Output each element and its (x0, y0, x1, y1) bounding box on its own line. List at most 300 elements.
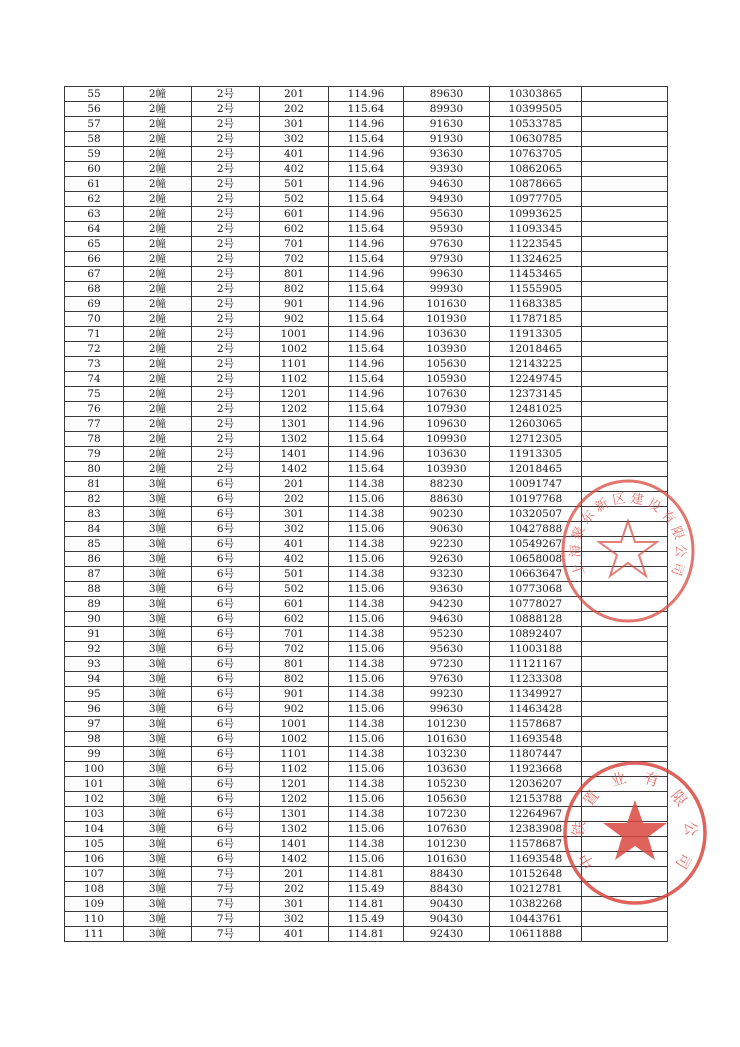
cell-unit-price: 105630 (404, 792, 490, 807)
cell-room: 1102 (260, 372, 329, 387)
cell-room: 701 (260, 627, 329, 642)
cell-room: 902 (260, 702, 329, 717)
cell-remark (582, 732, 668, 747)
table-row (65, 822, 668, 837)
cell-unit: 6号 (192, 627, 260, 642)
table-row (65, 342, 668, 357)
cell-room: 401 (260, 927, 329, 942)
cell-unit-price: 95930 (404, 222, 490, 237)
cell-total-price: 11923668 (490, 762, 582, 777)
cell-room: 302 (260, 522, 329, 537)
cell-remark (582, 462, 668, 477)
cell-unit-price: 101630 (404, 852, 490, 867)
cell-room: 702 (260, 252, 329, 267)
table-row (65, 807, 668, 822)
cell-remark (582, 222, 668, 237)
cell-unit: 2号 (192, 222, 260, 237)
cell-room: 1101 (260, 357, 329, 372)
cell-unit-price: 105230 (404, 777, 490, 792)
cell-unit: 6号 (192, 672, 260, 687)
cell-unit: 2号 (192, 297, 260, 312)
cell-seq: 89 (65, 597, 124, 612)
cell-area: 114.96 (329, 207, 404, 222)
cell-unit-price: 103630 (404, 327, 490, 342)
cell-area: 114.96 (329, 447, 404, 462)
cell-unit-price: 101630 (404, 297, 490, 312)
cell-total-price: 12018465 (490, 342, 582, 357)
cell-building: 2幢 (124, 447, 192, 462)
cell-area: 114.96 (329, 417, 404, 432)
cell-building: 3幢 (124, 912, 192, 927)
cell-remark (582, 672, 668, 687)
cell-seq: 76 (65, 402, 124, 417)
cell-seq: 67 (65, 267, 124, 282)
cell-area: 114.81 (329, 897, 404, 912)
cell-room: 601 (260, 597, 329, 612)
cell-room: 202 (260, 102, 329, 117)
cell-remark (582, 777, 668, 792)
cell-area: 114.81 (329, 867, 404, 882)
cell-remark (582, 162, 668, 177)
cell-area: 115.06 (329, 552, 404, 567)
cell-unit-price: 90630 (404, 522, 490, 537)
cell-seq: 79 (65, 447, 124, 462)
table-row (65, 402, 668, 417)
cell-unit: 6号 (192, 507, 260, 522)
table-row (65, 597, 668, 612)
cell-remark (582, 717, 668, 732)
cell-room: 302 (260, 912, 329, 927)
cell-room: 802 (260, 672, 329, 687)
cell-total-price: 11555905 (490, 282, 582, 297)
cell-seq: 64 (65, 222, 124, 237)
table-row (65, 837, 668, 852)
table-row (65, 417, 668, 432)
cell-remark (582, 357, 668, 372)
cell-room: 602 (260, 222, 329, 237)
cell-room: 201 (260, 867, 329, 882)
cell-remark (582, 117, 668, 132)
cell-area: 115.64 (329, 462, 404, 477)
cell-total-price: 10862065 (490, 162, 582, 177)
cell-building: 3幢 (124, 867, 192, 882)
cell-seq: 102 (65, 792, 124, 807)
cell-seq: 78 (65, 432, 124, 447)
table-row (65, 447, 668, 462)
cell-remark (582, 267, 668, 282)
cell-remark (582, 552, 668, 567)
cell-seq: 108 (65, 882, 124, 897)
cell-total-price: 10549267 (490, 537, 582, 552)
table-row (65, 312, 668, 327)
table-row (65, 717, 668, 732)
cell-area: 115.06 (329, 522, 404, 537)
seal-char: 有 (641, 768, 662, 791)
table-body (65, 87, 668, 942)
cell-unit: 6号 (192, 732, 260, 747)
cell-seq: 58 (65, 132, 124, 147)
cell-unit: 6号 (192, 612, 260, 627)
cell-area: 115.06 (329, 732, 404, 747)
cell-unit-price: 109630 (404, 417, 490, 432)
cell-area: 115.06 (329, 672, 404, 687)
cell-seq: 72 (65, 342, 124, 357)
cell-room: 1202 (260, 792, 329, 807)
cell-building: 3幢 (124, 507, 192, 522)
table-row (65, 732, 668, 747)
cell-unit-price: 103630 (404, 447, 490, 462)
cell-building: 2幢 (124, 297, 192, 312)
cell-area: 114.38 (329, 747, 404, 762)
seal-char: 业 (608, 768, 629, 791)
cell-seq: 61 (65, 177, 124, 192)
cell-unit-price: 92230 (404, 537, 490, 552)
cell-area: 114.38 (329, 477, 404, 492)
cell-building: 3幢 (124, 702, 192, 717)
cell-unit: 6号 (192, 477, 260, 492)
price-table (64, 86, 668, 942)
cell-unit: 2号 (192, 102, 260, 117)
cell-remark (582, 387, 668, 402)
cell-building: 3幢 (124, 597, 192, 612)
cell-remark (582, 87, 668, 102)
cell-unit-price: 94630 (404, 612, 490, 627)
cell-room: 401 (260, 147, 329, 162)
cell-total-price: 11453465 (490, 267, 582, 282)
table-row (65, 852, 668, 867)
cell-seq: 103 (65, 807, 124, 822)
cell-total-price: 10977705 (490, 192, 582, 207)
cell-total-price: 11003188 (490, 642, 582, 657)
cell-remark (582, 642, 668, 657)
cell-room: 502 (260, 582, 329, 597)
cell-total-price: 10152648 (490, 867, 582, 882)
table-row (65, 747, 668, 762)
table-row (65, 252, 668, 267)
seal-char: 区 (611, 491, 627, 509)
cell-remark (582, 882, 668, 897)
cell-room: 801 (260, 657, 329, 672)
cell-building: 2幢 (124, 252, 192, 267)
cell-unit-price: 94630 (404, 177, 490, 192)
cell-unit: 2号 (192, 147, 260, 162)
cell-area: 115.06 (329, 642, 404, 657)
cell-room: 1001 (260, 717, 329, 732)
cell-seq: 100 (65, 762, 124, 777)
cell-room: 602 (260, 612, 329, 627)
cell-seq: 60 (65, 162, 124, 177)
table-row (65, 477, 668, 492)
cell-area: 114.96 (329, 147, 404, 162)
cell-building: 2幢 (124, 357, 192, 372)
cell-unit: 2号 (192, 417, 260, 432)
cell-total-price: 10763705 (490, 147, 582, 162)
cell-room: 802 (260, 282, 329, 297)
cell-total-price: 11463428 (490, 702, 582, 717)
cell-building: 3幢 (124, 477, 192, 492)
cell-seq: 81 (65, 477, 124, 492)
cell-seq: 109 (65, 897, 124, 912)
cell-building: 3幢 (124, 897, 192, 912)
cell-room: 501 (260, 567, 329, 582)
cell-unit: 2号 (192, 387, 260, 402)
table-row (65, 642, 668, 657)
cell-area: 114.96 (329, 327, 404, 342)
seal-char: 设 (644, 496, 664, 516)
cell-building: 2幢 (124, 117, 192, 132)
cell-seq: 71 (65, 327, 124, 342)
seal-char: 铁 (569, 820, 589, 837)
cell-room: 1101 (260, 747, 329, 762)
cell-room: 702 (260, 642, 329, 657)
table-row (65, 327, 668, 342)
table-row (65, 492, 668, 507)
cell-building: 2幢 (124, 312, 192, 327)
cell-total-price: 11578687 (490, 717, 582, 732)
cell-unit: 2号 (192, 342, 260, 357)
cell-remark (582, 597, 668, 612)
cell-unit-price: 88430 (404, 882, 490, 897)
cell-total-price: 10663647 (490, 567, 582, 582)
cell-room: 801 (260, 267, 329, 282)
cell-seq: 111 (65, 927, 124, 942)
cell-total-price: 10993625 (490, 207, 582, 222)
cell-remark (582, 867, 668, 882)
cell-unit: 6号 (192, 642, 260, 657)
cell-building: 3幢 (124, 642, 192, 657)
cell-remark (582, 402, 668, 417)
cell-unit: 2号 (192, 267, 260, 282)
cell-total-price: 11683385 (490, 297, 582, 312)
cell-unit-price: 93930 (404, 162, 490, 177)
table-row (65, 462, 668, 477)
cell-unit-price: 92430 (404, 927, 490, 942)
cell-remark (582, 147, 668, 162)
table-row (65, 207, 668, 222)
table-row (65, 897, 668, 912)
cell-remark (582, 747, 668, 762)
cell-room: 901 (260, 297, 329, 312)
cell-unit-price: 105930 (404, 372, 490, 387)
cell-building: 2幢 (124, 87, 192, 102)
seal-char: 司 (671, 849, 696, 873)
cell-remark (582, 912, 668, 927)
cell-seq: 82 (65, 492, 124, 507)
cell-unit: 7号 (192, 897, 260, 912)
cell-remark (582, 612, 668, 627)
cell-area: 115.06 (329, 762, 404, 777)
cell-room: 302 (260, 132, 329, 147)
cell-room: 1001 (260, 327, 329, 342)
cell-seq: 93 (65, 657, 124, 672)
table-row (65, 372, 668, 387)
cell-area: 115.64 (329, 192, 404, 207)
cell-total-price: 10212781 (490, 882, 582, 897)
cell-remark (582, 582, 668, 597)
cell-total-price: 11233308 (490, 672, 582, 687)
cell-total-price: 12249745 (490, 372, 582, 387)
cell-room: 902 (260, 312, 329, 327)
table-row (65, 567, 668, 582)
cell-area: 114.96 (329, 297, 404, 312)
cell-remark (582, 807, 668, 822)
cell-seq: 92 (65, 642, 124, 657)
cell-unit-price: 88230 (404, 477, 490, 492)
cell-building: 3幢 (124, 687, 192, 702)
cell-unit: 6号 (192, 717, 260, 732)
cell-unit-price: 103930 (404, 342, 490, 357)
cell-building: 2幢 (124, 372, 192, 387)
cell-seq: 98 (65, 732, 124, 747)
cell-total-price: 12373145 (490, 387, 582, 402)
cell-unit: 6号 (192, 807, 260, 822)
table-row (65, 687, 668, 702)
cell-remark (582, 327, 668, 342)
cell-unit: 2号 (192, 402, 260, 417)
table-row (65, 672, 668, 687)
cell-unit: 6号 (192, 537, 260, 552)
cell-building: 3幢 (124, 537, 192, 552)
cell-seq: 110 (65, 912, 124, 927)
cell-area: 114.96 (329, 87, 404, 102)
cell-unit: 2号 (192, 162, 260, 177)
cell-unit-price: 103930 (404, 462, 490, 477)
cell-unit-price: 99630 (404, 267, 490, 282)
seal-char: 海 (568, 544, 584, 558)
cell-unit-price: 94930 (404, 192, 490, 207)
cell-unit: 7号 (192, 927, 260, 942)
cell-seq: 59 (65, 147, 124, 162)
cell-unit-price: 89630 (404, 87, 490, 102)
cell-building: 3幢 (124, 492, 192, 507)
cell-building: 3幢 (124, 927, 192, 942)
cell-seq: 83 (65, 507, 124, 522)
cell-area: 115.64 (329, 222, 404, 237)
table-row (65, 162, 668, 177)
cell-remark (582, 477, 668, 492)
table-row (65, 387, 668, 402)
cell-unit: 2号 (192, 282, 260, 297)
cell-unit: 2号 (192, 192, 260, 207)
cell-seq: 97 (65, 717, 124, 732)
cell-unit: 2号 (192, 357, 260, 372)
cell-building: 3幢 (124, 552, 192, 567)
cell-unit-price: 92630 (404, 552, 490, 567)
cell-remark (582, 837, 668, 852)
cell-area: 115.06 (329, 702, 404, 717)
cell-building: 2幢 (124, 432, 192, 447)
seal-char: 司 (667, 560, 687, 578)
seal-char: 有 (657, 507, 678, 528)
seal-char: 公 (681, 820, 701, 837)
cell-unit: 6号 (192, 582, 260, 597)
cell-total-price: 10399505 (490, 102, 582, 117)
cell-building: 2幢 (124, 237, 192, 252)
cell-seq: 63 (65, 207, 124, 222)
cell-area: 115.64 (329, 162, 404, 177)
cell-building: 3幢 (124, 762, 192, 777)
seal-char: 限 (667, 524, 687, 542)
seal-char: 公 (672, 544, 688, 558)
cell-area: 115.64 (329, 402, 404, 417)
cell-seq: 101 (65, 777, 124, 792)
cell-total-price: 12481025 (490, 402, 582, 417)
cell-unit: 7号 (192, 867, 260, 882)
cell-building: 3幢 (124, 852, 192, 867)
cell-unit-price: 97630 (404, 672, 490, 687)
cell-unit-price: 94230 (404, 597, 490, 612)
cell-unit-price: 88630 (404, 492, 490, 507)
cell-seq: 99 (65, 747, 124, 762)
cell-remark (582, 897, 668, 912)
cell-total-price: 10320507 (490, 507, 582, 522)
cell-unit: 7号 (192, 912, 260, 927)
cell-seq: 107 (65, 867, 124, 882)
cell-building: 3幢 (124, 807, 192, 822)
cell-remark (582, 417, 668, 432)
cell-remark (582, 852, 668, 867)
cell-remark (582, 312, 668, 327)
cell-area: 115.06 (329, 822, 404, 837)
cell-unit-price: 101630 (404, 732, 490, 747)
cell-remark (582, 432, 668, 447)
cell-area: 115.64 (329, 372, 404, 387)
cell-area: 115.49 (329, 912, 404, 927)
cell-room: 301 (260, 897, 329, 912)
cell-area: 114.96 (329, 387, 404, 402)
cell-unit-price: 97230 (404, 657, 490, 672)
table-row (65, 282, 668, 297)
table-row (65, 867, 668, 882)
table-row (65, 552, 668, 567)
cell-seq: 105 (65, 837, 124, 852)
cell-room: 402 (260, 162, 329, 177)
cell-seq: 85 (65, 537, 124, 552)
cell-building: 3幢 (124, 657, 192, 672)
cell-area: 114.38 (329, 717, 404, 732)
cell-room: 1002 (260, 342, 329, 357)
cell-room: 1002 (260, 732, 329, 747)
cell-building: 2幢 (124, 102, 192, 117)
seal-char: 限 (667, 786, 691, 810)
cell-remark (582, 567, 668, 582)
cell-unit-price: 101230 (404, 837, 490, 852)
cell-total-price: 12143225 (490, 357, 582, 372)
cell-building: 3幢 (124, 822, 192, 837)
cell-total-price: 11349927 (490, 687, 582, 702)
cell-building: 2幢 (124, 417, 192, 432)
cell-unit: 6号 (192, 762, 260, 777)
table-row (65, 147, 668, 162)
cell-remark (582, 627, 668, 642)
cell-room: 502 (260, 192, 329, 207)
cell-total-price: 11223545 (490, 237, 582, 252)
cell-room: 1302 (260, 432, 329, 447)
cell-total-price: 10443761 (490, 912, 582, 927)
cell-total-price: 10382268 (490, 897, 582, 912)
cell-remark (582, 237, 668, 252)
cell-building: 3幢 (124, 882, 192, 897)
table-row (65, 222, 668, 237)
cell-unit-price: 107630 (404, 822, 490, 837)
cell-area: 114.81 (329, 927, 404, 942)
cell-room: 1201 (260, 777, 329, 792)
cell-seq: 70 (65, 312, 124, 327)
cell-remark (582, 657, 668, 672)
cell-remark (582, 522, 668, 537)
cell-total-price: 10303865 (490, 87, 582, 102)
table-row (65, 582, 668, 597)
